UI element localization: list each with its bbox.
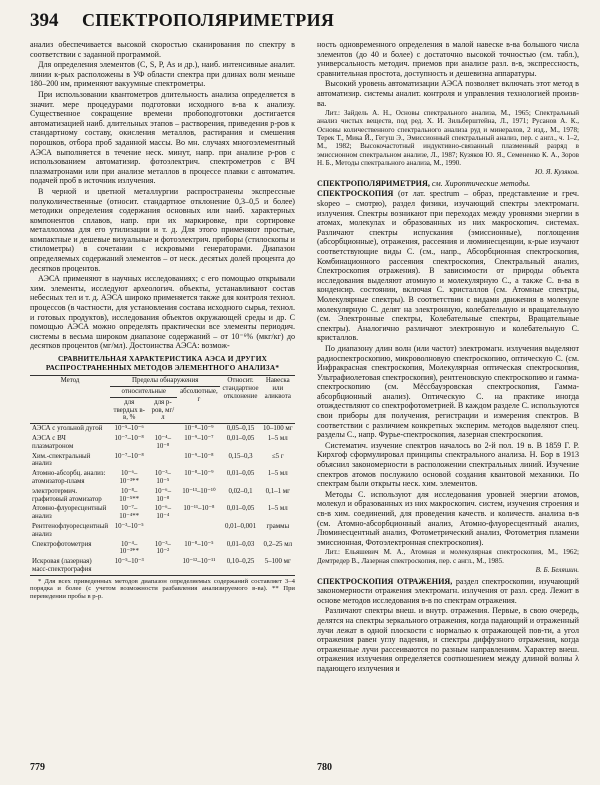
table-cell: Атомно-флуоресцентный анализ [32, 505, 107, 521]
running-title: СПЕКТРОПОЛЯРИМЕТРИЯ [82, 10, 335, 30]
table-cell: 0,01–0,05 [226, 505, 255, 513]
paragraph: АЭСА применяют в научных исследованиях; с его помощью открывали хим. элементы, исследуют археологич. объекты, устанавливают состав небесных тел и т. д. АЭСА широко применяется также для контроля технол. процессов (в частности, для установления состава исходного сырья, технол. и готовых продуктов), исследования объектов окружающей среды и др. С помощью АЭСА можно определять практически все элементы периодич. системы в весьма широком диапазоне содержаний – от 10⁻⁶% (мкг/кг) до десятков процентов (мг/мл). Достоинства АЭСА: возмож- [30, 274, 295, 351]
entry-reference: см. Хироптические методы. [431, 178, 531, 188]
table-row [30, 522, 295, 540]
page-foot-left: 779 [30, 762, 45, 773]
table-footnote: * Для всех приведенных методов диапазон определяемых содержаний составляет 3–4 порядка и более (с учетом возможности разбавления анализируемого в-ва). ** При переведении пробы в р-р. [30, 577, 295, 601]
entry-spectropolarimetry [317, 179, 579, 189]
left-column [30, 40, 295, 601]
table-cell: 10⁻⁸–10⁻⁵ [184, 540, 214, 548]
table-cell: 1–5 мл [267, 470, 288, 478]
table-cell: 0,01–0,05 [226, 434, 255, 442]
col-header-relative: относительные [110, 386, 177, 397]
paragraph: раздел спектроскопии, изучающий закономерности отражения электромагн. излучения от разл. сред. Лежит в основе методов исследования в-в по спектрам отражения. [317, 576, 579, 605]
comparison-table [30, 375, 295, 576]
page-foot-right: 780 [317, 762, 332, 773]
paragraph: При использовании квантометров длительность анализа определяется в значит. мере процедурами подготовки исходного в-ва к анализу. Существенное сокращение времени пробоподготовки достигается автоматизацией наиб. длительных этапов – растворения, приведения р-ров к стандартному составу, окисления металлов, растирания и смешения порошков, отбора проб заданной массы. Во мн. случаях многоэлементный АЭСА выполняется в течение неск. минут, напр. при анализе р-ров с использованием автоматизир. фотоэлектрич. спектрометров с ВЧ плазматронами или при анализе металлов в процессе плавки с автоматич. подачей проб в источник излучения. [30, 89, 295, 186]
table-row [30, 487, 295, 505]
table-row [30, 424, 295, 434]
literature-note: Лит.: Зайдель А. Н., Основы спектрального анализа, М., 1965; Спектральный анализ чистых веществ, под ред. Х. И. Зильберштейна, Л., 1971; Русанов А. К., Основы количественного спектрального анализа руд и минералов, 2 изд., М., 1978; Терек Т., Мика Й., Гегуш Э., Эмиссионный спектральный анализ, пер. с англ., ч. 1–2, М., 1982; Высокочастотный индуктивно-связанный плазменный разряд в эмиссионном спектральном анализе, Л., 1987; Кузяков Ю. Я., Семененко К. А., Зоров Н. Б., Методы спектрального анализа, М., 1990. [317, 109, 579, 167]
table-row [30, 452, 295, 470]
table-cell: Искровая (лазерная) масс-спектрография [30, 557, 110, 575]
paragraph: По диапазону длин волн (или частот) электромагн. излучения выделяют радиоспектроскопию, микроволновую спектроскопию, оптическую С. (см. Инфракрасная спектроскопия, Молекулярная оптическая спектроскопия, Ультрафиолетовая спектроскопия), рентгеновскую спектроскопию и гамма-спектроскопию (см. Мёссбауэровская спектроскопия, Гамма-абсорбционный анализ). Оптическую С. на практике иногда отождествляют со спектрофотометрией. В каждом разделе С. используются свои приборы для получения, регистрации и измерения спектров. В соответствии с различием конкретных эксперим. методов выделяют спец. разделы С., напр. Фурье-спектроскопия, лазерная спектроскопия. [317, 343, 579, 440]
entry-heading: СПЕКТРОПОЛЯРИМЕТРИЯ, [317, 178, 430, 188]
table-cell: Спектрофотометрия [32, 540, 92, 548]
table-cell: 5–100 мг [261, 557, 295, 575]
table-cell: 0,02–0,1 [228, 487, 253, 495]
table-cell: 0,10–0,25 [220, 557, 260, 575]
table-cell: 10⁻¹²–10⁻¹¹ [177, 557, 220, 575]
table-cell: 0,1–1 мг [265, 487, 290, 495]
table-cell: 10⁻⁹–10⁻⁷ [184, 434, 214, 442]
entry-heading: СПЕКТРОСКОПИЯ [317, 189, 394, 199]
table-cell: 10–100 мг [262, 425, 293, 433]
table-row [30, 434, 295, 452]
table-cell: 1–5 мл [267, 505, 288, 513]
table-title: СРАВНИТЕЛЬНАЯ ХАРАКТЕРИСТИКА АЭСА И ДРУГИХ РАСПРОСТРАНЕННЫХ МЕТОДОВ ЭЛЕМЕНТНОГО АНАЛИЗА* [45, 354, 280, 372]
table-cell: 10⁻³–10⁻² [154, 540, 171, 556]
author-signature: В. Б. Беляшин. [535, 565, 579, 574]
table-cell: граммы [266, 522, 290, 530]
col-header-solid: для твердых в-в, % [110, 397, 148, 423]
col-header-limits: Пределы обнаружения [110, 376, 220, 387]
paragraph: (от лат. spectrum – образ, представление и греч. skopeo – смотрю), раздел физики, изучающий спектры электромагн. излучения. Спектры возникают при переходах между уровнями энергии в атомах, молекулах и образованных из них макроскопич. системах. Различают спектры испускания (эмиссионные), поглощения (абсорбционные), отражения, рассеяния и люминесценции, к-рые изучают соответствующие виды С. (см., напр., Абсорбционная спектроскопия, Комбинационного рассеяния спектроскопия, Спектральный анализ, Спектроскопия отражения). В зависимости от природы объекта исследования выделяют атомную и молекулярную С., а также С. в-ва в конденсир. состоянии, включая С. кристаллов (см. Атомные спектры, Молекулярные спектры). В соответствии с видами движения в молекуле молекулярную С. делят на электронную, колебательную и вращательную (см. Электронные спектры, Колебательные спектры, Вращательные спектры). Аналогично различают электронную и колебательную С. кристаллов. [317, 189, 579, 343]
table-cell: 10⁻³–10⁻⁵ [154, 470, 171, 485]
table-cell: 10⁻³–10⁻⁵ [114, 522, 144, 530]
table-cell: электротермич. графитовый атомизатор [32, 487, 102, 503]
table-cell: 0,05–0,15 [226, 425, 255, 433]
table-row [30, 557, 295, 575]
table-cell: АЭСА с угольной дугой [32, 425, 103, 433]
table-cell: 0,2–25 мл [263, 540, 293, 548]
table-cell: 10⁻⁸–10⁻⁵** [119, 487, 140, 503]
table-cell: 10⁻⁹–10⁻⁸ [184, 452, 214, 460]
table-cell: ≤5 г [271, 452, 284, 460]
table-cell: 0,01–0,03 [226, 540, 255, 548]
table-cell: 10⁻⁵–10⁻⁶ [114, 425, 144, 433]
col-header-absolute: абсолютные, г [177, 386, 220, 423]
table-cell: 10⁻⁶–10⁻⁸ [154, 487, 172, 503]
paragraph: Систематич. изучение спектров началось во 2-й пол. 19 в. В 1859 Г. Р. Кирхгоф сформулировал принципы спектрального анализа. Н. Бор в 1913 объяснил закономерности в расположении спектральных линий. Изучение спектров атомов послужило основой создания квантовой механики. По спектрам были открыты неск. хим. элементов. [317, 440, 579, 489]
paragraph: Высокий уровень автоматизации АЭСА позволяет включать этот метод в автоматизир. системы аналит. контроля и управления технологией произв-ва. [317, 79, 579, 108]
col-header-liquid: для р-ров, мг/л [148, 397, 177, 423]
table-cell: 0,15–0,3 [228, 452, 253, 460]
entry-spectroscopy [317, 189, 579, 343]
table-cell: 10⁻⁴–10⁻⁸ [154, 434, 172, 450]
table-cell: 10⁻⁵–10⁻³ [110, 557, 148, 575]
col-header-mass: Навеска или аликвота [261, 376, 295, 424]
col-header-sd: Относит. стандартное отклонение [220, 376, 260, 424]
table-cell [148, 522, 177, 540]
table-cell: Рентгенофлуоресцентный анализ [32, 522, 109, 538]
paragraph: Различают спектры внеш. и внутр. отражения. Первые, в свою очередь, делятся на спектры зеркального отражения, когда падающий и отраженный лучи лежат в одной плоскости с нормалью к отражающей пов-ти, а угол отражения равен углу падения, и спектры диффузного отражения, когда отраженные лучи рассеиваются по разным направлениям. Характер внеш. отражения излучения определяется соотношением между длиной волны λ падающего излучения и [317, 606, 579, 673]
table-row [30, 540, 295, 558]
table-row [30, 504, 295, 522]
table-cell [148, 452, 177, 470]
table-cell: 10⁻⁸–10⁻⁹ [184, 470, 214, 478]
paragraph: Для определения элементов (С, S, P, As и др.), наиб. интенсивные аналит. линии к-рых расположены в УФ области спектра при длинах волн меньше 180–200 нм, применяют вакуумные спектрометры. [30, 60, 295, 89]
table-cell [148, 557, 177, 575]
table-body [30, 424, 295, 576]
table-cell: Атомно-абсорбц. анализ: атомизатор-пламя [32, 470, 106, 485]
table-cell: Хим.-спектральный анализ [32, 452, 91, 468]
table-cell: 10⁻¹³–10⁻¹⁰ [182, 487, 216, 495]
paragraph: Методы С. используют для исследования уровней энергии атомов, молекул и образованных из них макроскопич. систем, изучения строения и св-в хим. соединений, для проведения качеств. и количеств. анализа в-в (см. Атомно-абсорбционный анализ, Атомно-флуоресцентный анализ, Люминесцентный анализ, Фотометрический анализ, Фотометрия пламени эмиссионная, Фотоэлектронная спектроскопия). [317, 489, 579, 547]
table-cell: 10⁻⁶–10⁻³** [119, 470, 139, 485]
paragraph: ность одновременного определения в малой навеске в-ва большого числа элементов (до 40 и более) с достаточно высокой точностью (см. табл.), универсальность методич. приемов при анализе разл. в-в, экспрессность, сравнительная простота, доступность и дешевизна аппаратуры. [317, 40, 579, 78]
author-signature: Ю. Я. Кузяков. [534, 168, 579, 177]
page-number: 394 [30, 10, 59, 31]
table-cell: 1–5 мл [267, 434, 288, 442]
table-cell: 10⁻⁸–10⁻⁹ [184, 425, 214, 433]
table-cell: 0,01–0,001 [225, 522, 257, 530]
right-column [317, 40, 579, 675]
table-cell: 10⁻⁷–10⁻⁸ [114, 452, 144, 460]
paragraph: анализ обеспечивается высокой скоростью сканирования по спектру в соответствии с заданной программой. [30, 40, 295, 59]
table-row [30, 469, 295, 487]
table-cell: 10⁻⁷–10⁻⁸ [114, 434, 144, 442]
literature-note: Лит.: Ельяшевич М. А., Атомная и молекулярная спектроскопия, М., 1962; Демтредер В., Лазерная спектроскопия, пер. с англ., М., 1985. [317, 548, 579, 565]
table-cell: 0,01–0,05 [226, 470, 255, 478]
table-cell [177, 522, 220, 540]
entry-heading: СПЕКТРОСКОПИЯ ОТРАЖЕНИЯ, [317, 576, 453, 586]
entry-reflection-spectroscopy [317, 577, 579, 606]
col-header-method: Метод [30, 376, 110, 424]
table-cell [148, 424, 177, 434]
table-cell: АЭСА с ВЧ плазматроном [32, 434, 74, 450]
table-cell: 10⁻⁷–10⁻⁴** [119, 505, 140, 521]
table-cell: 10⁻⁴–10⁻³** [119, 540, 139, 556]
paragraph: В черной и цветной металлургии распространены экспрессные полуколичественные (относит. стандартное отклонение 0,3–0,5 и более) методики определения содержания основных или наиб. характерных компонентов сплавов, напр. при их маркировке, при сортировке металлолома для его утилизации и т. д. Для этого применяют простые, компактные и дешевые визуальные и фотоэлектрич. приборы (стилоскопы и стилометры) в сочетании с искровыми генераторами. Диапазон определяемых содержаний элементов – от неск. десятых долей процента до десятков процентов. [30, 186, 295, 273]
table-cell: 10⁻⁶–10⁻⁴ [154, 505, 172, 521]
page-header [30, 8, 575, 36]
table-cell: 10⁻¹¹–10⁻⁸ [183, 505, 215, 513]
